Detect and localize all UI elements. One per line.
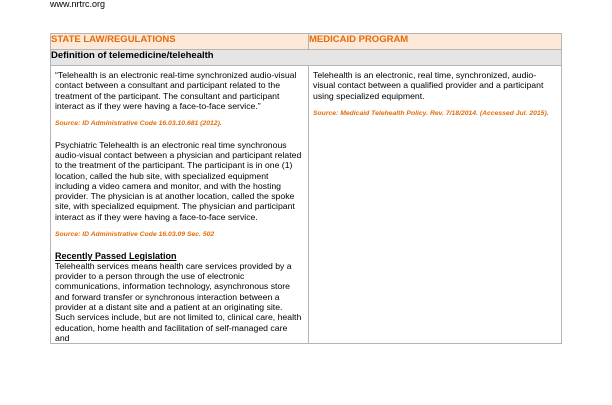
column-header-medicaid: MEDICAID PROGRAM: [309, 34, 562, 50]
medicaid-definition: Telehealth is an electronic, real time, synchronized, audio-visual contact between a qualified provider and a participant using specialized equipment.: [313, 70, 544, 101]
state-law-source: Source: ID Administrative Code 16.03.10.681 (2012).: [55, 120, 222, 128]
section-title: Definition of telemedicine/telehealth: [51, 50, 562, 66]
table-header-row: [51, 34, 562, 50]
policy-table: [50, 33, 562, 344]
psychiatric-telehealth-definition: Psychiatric Telehealth is an electronic real time synchronous audio-visual contact between a physician and participant related to the treatment of the participant. The participant is in one (1) location, called the hub site, with specialized equipment including a video camera and monitor, and with the hosting provider. The physician is at another location, called the spoke site, with specialized equipment. The physician and participant interact as if they were having a face-to-face service.: [55, 139, 302, 222]
column-header-state-law: STATE LAW/REGULATIONS: [51, 34, 309, 50]
state-law-definition: “Telehealth is an electronic real-time synchronized audio-visual contact between a consultant and participant related to the treatment of the participant. The consultant and participant interact as if they were having a face-to-face service.”: [55, 70, 297, 111]
medicaid-cell: [309, 66, 562, 344]
medicaid-source: Source: Medicaid Telehealth Policy. Rev. 7/18/2014. (Accessed Jul. 2015).: [313, 109, 549, 117]
site-url: www.nrtrc.org: [50, 0, 106, 9]
content-row: [51, 66, 562, 344]
state-law-cell: [51, 66, 309, 344]
recently-passed-legislation-text: Telehealth services means health care services provided by a provider to a person through the use of electronic communications, information technology, asynchronous store and forward transfer or synchronous interaction between a provider at a distant site and a patient at an originating site. Such services include, but are not limited to, clinical care, health education, home health and facilitation of self-managed care and: [55, 260, 302, 343]
psychiatric-telehealth-source: Source: ID Administrative Code 16.03.09 Sec. 502: [55, 231, 215, 239]
section-row: [51, 50, 562, 66]
recently-passed-legislation-heading: Recently Passed Legislation: [55, 250, 177, 261]
